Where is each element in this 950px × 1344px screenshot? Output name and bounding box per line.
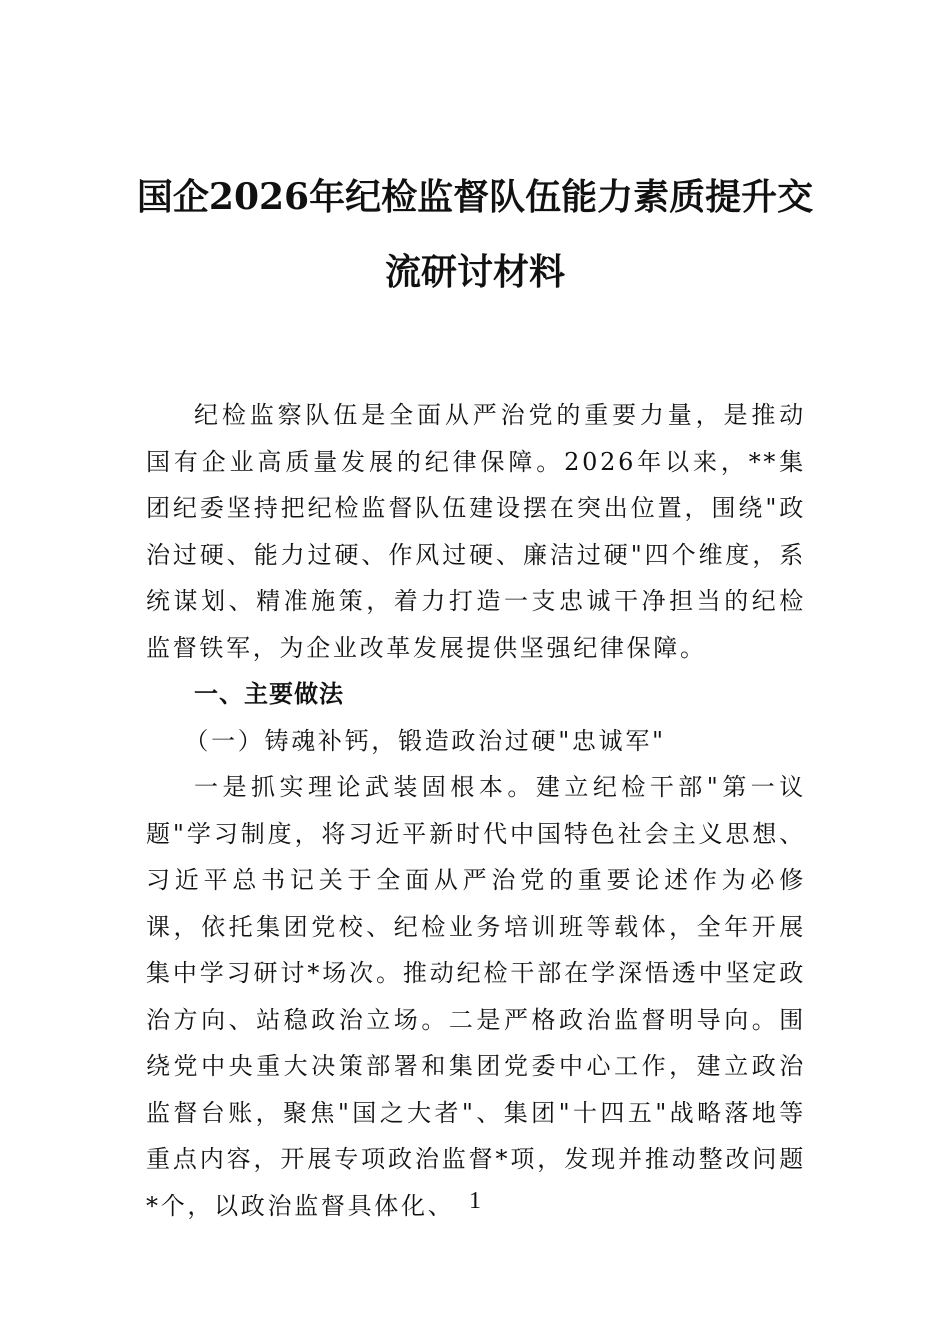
document-title: 国企2026年纪检监督队伍能力素质提升交流研讨材料 [136, 176, 814, 293]
subsection-paragraph: 一是抓实理论武装固根本。建立纪检干部"第一议题"学习制度，将习近平新时代中国特色社会主义思想、习近平总书记关于全面从严治党的重要论述作为必修课，依托集团党校、纪检业务培训班等载体，全年开展集中学习研讨*场次。推动纪检干部在学深悟透中坚定政治方向、站稳政治立场。二是严格政治监督明导向。围绕党中央重大决策部署和集团党委中心工作，建立政治监督台账，聚焦"国之大者"、集团"十四五"战略落地等重点内容，开展专项政治监督*项，发现并推动整改问题*个，以政治监督具体化、 [146, 773, 806, 1220]
subsection-heading: （一）铸魂补钙，锻造政治过硬"忠诚军" [184, 726, 666, 755]
document-body [146, 392, 806, 1229]
page-number: 1 [469, 1188, 481, 1214]
intro-paragraph: 纪检监察队伍是全面从严治党的重要力量，是推动国有企业高质量发展的纪律保障。2026年以来，**集团纪委坚持把纪检监督队伍建设摆在突出位置，围绕"政治过硬、能力过硬、作风过硬、廉洁过硬"四个维度，系统谋划、精准施策，着力打造一支忠诚干净担当的纪检监督铁军，为企业改革发展提供坚强纪律保障。 [146, 401, 806, 662]
section-heading: 一、主要做法 [194, 680, 344, 708]
